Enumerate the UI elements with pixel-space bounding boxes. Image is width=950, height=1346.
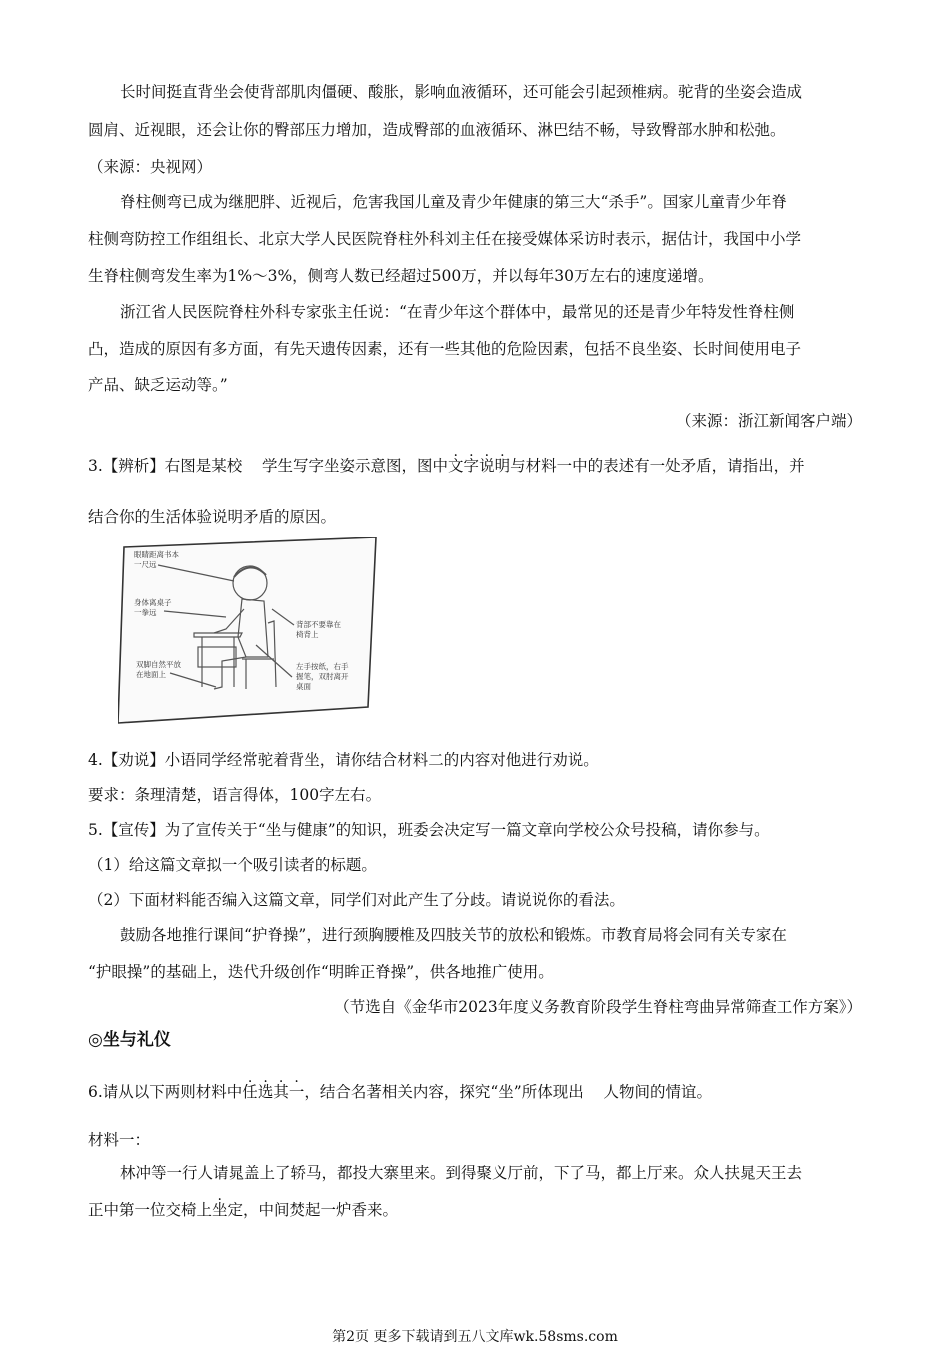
q3-prefix: 3.【辨析】右图是某校 [88, 457, 243, 475]
q3-middle: 学生写字坐姿示意图，图中 [262, 457, 449, 475]
text-line [88, 1200, 950, 1220]
figure-label-feet-1: 双脚自然平放 [136, 660, 181, 669]
text-line: 脊柱侧弯已成为继肥胖、近视后，危害我国儿童及青少年健康的第三大“杀手”。国家儿童青少年脊 [120, 193, 787, 211]
q6-prefix: 6.请从以下两则材料中 [88, 1083, 243, 1101]
emphasis-char: 文 [448, 457, 464, 475]
text-line: 圆肩、近视眼，还会让你的臀部压力增加，造成臀部的血液循环、淋巴结不畅，导致臀部水肿和松弛。 [88, 121, 786, 139]
emphasis-text [242, 1083, 304, 1101]
question-line: 要求：条理清楚，语言得体，100字左右。 [88, 786, 382, 804]
figure-label-feet-2: 在地面上 [136, 670, 166, 679]
sub-question: （2）下面材料能否编入这篇文章，同学们对此产生了分歧。请说说你的看法。 [88, 891, 625, 909]
sub-question: （1）给这篇文章拟一个吸引读者的标题。 [88, 856, 377, 874]
text-fragment: 定，中间焚起一炉香来。 [227, 1201, 399, 1219]
posture-illustration [118, 537, 380, 725]
material-label: 材料一： [88, 1131, 151, 1149]
figure-label-eye-2: 一尺远 [134, 560, 157, 569]
emphasis-char: 字 [463, 457, 480, 475]
figure-label-body-1: 身体离桌子 [134, 598, 172, 607]
text-line: 浙江省人民医院脊柱外科专家张主任说：“在青少年这个群体中，最常见的还是青少年特发性脊柱侧 [120, 303, 795, 321]
emphasis-char: 说 [479, 457, 495, 475]
page-footer: 第2页 更多下载请到五八文库wk.58sms.com [332, 1329, 618, 1345]
source-note: （来源：浙江新闻客户端） [675, 412, 862, 430]
question-line: 4.【劝说】小语同学经常驼着背坐，请你结合材料二的内容对他进行劝说。 [88, 751, 599, 769]
question-line [88, 456, 950, 476]
emphasis-char: 选 [257, 1083, 274, 1101]
q3-suffix: 与材料一中的表述有一处矛盾，请指出，并 [510, 457, 805, 475]
emphasis-char: 明 [494, 457, 511, 475]
text-fragment: 正中第一位交椅上 [88, 1201, 213, 1219]
question-line: 结合你的生活体验说明矛盾的原因。 [88, 508, 337, 526]
question-line: 5.【宣传】为了宣传关于“坐与健康”的知识，班委会决定写一篇文章向学校公众号投稿，请你参与。 [88, 821, 770, 839]
question-line [88, 1082, 950, 1102]
text-line: 凸，造成的原因有多方面，有先天遗传因素，还有一些其他的危险因素，包括不良坐姿、长时间使用电子 [88, 340, 802, 358]
emphasis-char: 其 [273, 1083, 289, 1101]
emphasis-char: 任 [242, 1083, 258, 1101]
emphasis-char: 一 [288, 1083, 305, 1101]
figure-label-back-1: 背部不要靠在 [296, 620, 341, 629]
section-title: ◎坐与礼仪 [88, 1030, 171, 1050]
source-note: （来源：央视网） [88, 158, 213, 176]
emphasis-text: 坐 [212, 1201, 228, 1219]
figure-label-hands-2: 握笔，双肘离开 [296, 672, 349, 681]
text-line: 生脊柱侧弯发生率为1%～3%，侧弯人数已经超过500万，并以每年30万左右的速度递增。 [88, 267, 714, 285]
text-line: 林冲等一行人请晁盖上了轿马，都投大寨里来。到得聚义厅前，下了马，都上厅来。众人扶晁天王去 [120, 1164, 803, 1182]
source-note: （节选自《金华市2023年度义务教育阶段学生脊柱弯曲异常筛查工作方案》） [334, 998, 862, 1016]
emphasis-text [448, 457, 510, 475]
q6-tail: 人物间的情谊。 [603, 1083, 712, 1101]
text-line: 产品、缺乏运动等。” [88, 376, 228, 394]
text-line: 鼓励各地推行课间“护脊操”，进行颈胸腰椎及四肢关节的放松和锻炼。市教育局将会同有关专家在 [120, 926, 787, 944]
figure-label-body-2: 一拳远 [134, 608, 157, 617]
figure-label-eye-1: 眼睛距离书本 [134, 550, 179, 559]
q6-suffix: ，结合名著相关内容，探究“坐”所体现出 [304, 1083, 584, 1101]
figure-label-back-2: 椅背上 [296, 630, 319, 639]
text-line: “护眼操”的基础上，迭代升级创作“明眸正脊操”，供各地推广使用。 [88, 963, 554, 981]
figure-label-hands-1: 左手按纸，右手 [296, 662, 349, 671]
text-line: 柱侧弯防控工作组组长、北京大学人民医院脊柱外科刘主任在接受媒体采访时表示，据估计，我国中小学 [88, 230, 802, 248]
text-line: 长时间挺直背坐会使背部肌肉僵硬、酸胀，影响血液循环，还可能会引起颈椎病。驼背的坐姿会造成 [120, 83, 803, 101]
figure-label-hands-3: 桌面 [296, 682, 311, 691]
